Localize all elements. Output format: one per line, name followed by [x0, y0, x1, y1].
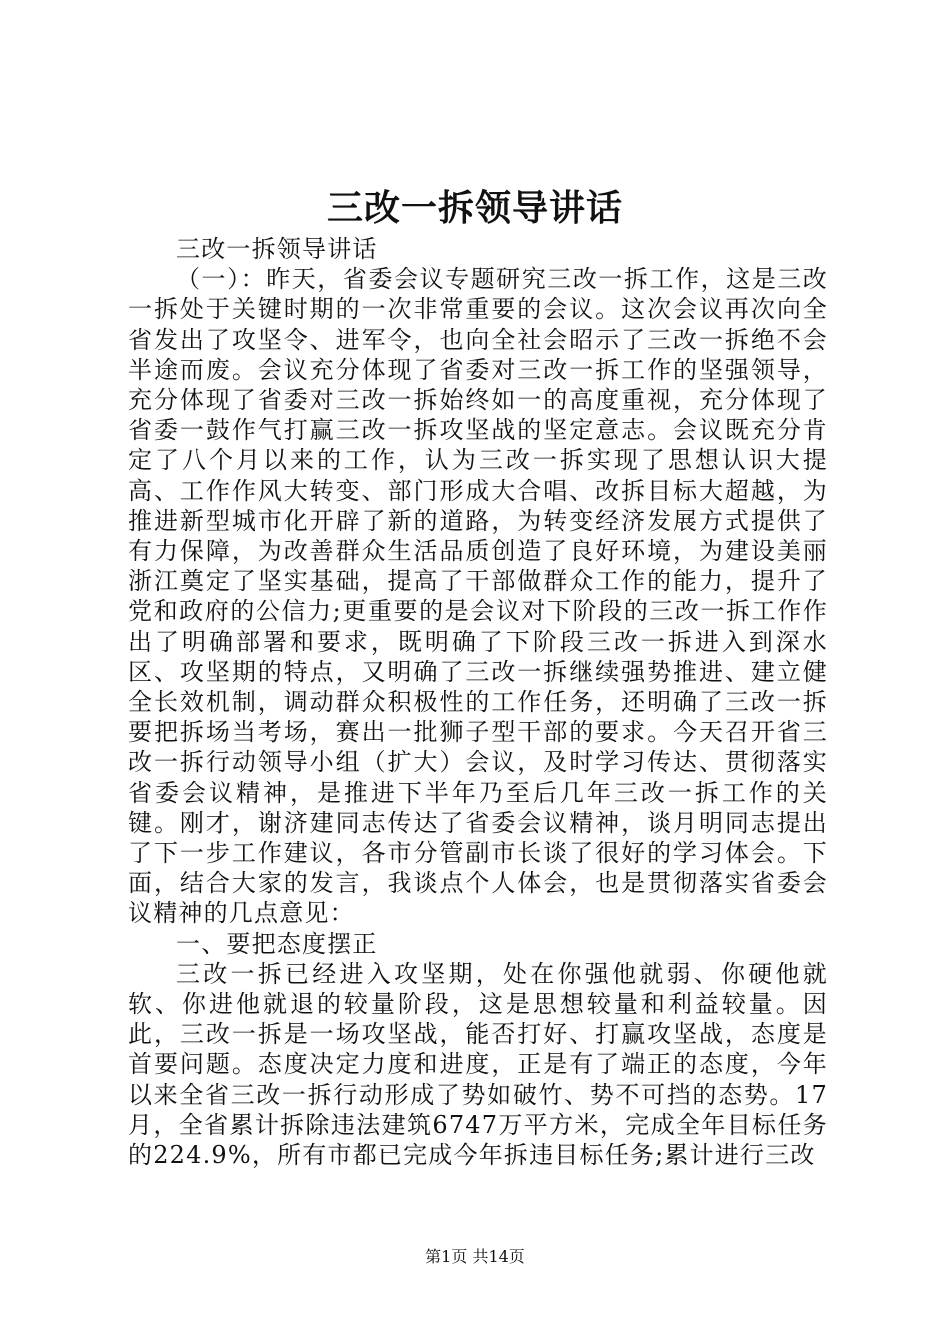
document-title: 三改一拆领导讲话: [326, 187, 623, 229]
section-heading: 一、要把态度摆正: [176, 929, 378, 958]
body-paragraph: （一）：昨天，省委会议专题研究三改一拆工作，这是三改一拆处于关键时期的一次非常重要的会议。这次会议再次向全省发出了攻坚令、进军令，也向全社会昭示了三改一拆绝不会半途而废。会议充分体现了省委对三改一拆工作的坚强领导，充分体现了省委对三改一拆始终如一的高度重视，充分体现了省委一鼓作气打赢三改一拆攻坚战的坚定意志。会议既充分肯定了八个月以来的工作，认为三改一拆实现了思想认识大提高、工作作风大转变、部门形成大合唱、改拆目标大超越，为推进新型城市化开辟了新的道路，为转变经济发展方式提供了有力保障，为改善群众生活品质创造了良好环境，为建设美丽浙江奠定了坚实基础，提高了干部做群众工作的能力，提升了党和政府的公信力;更重要的是会议对下阶段的三改一拆工作作出了明确部署和要求，既明确了下阶段三改一拆进入到深水区、攻坚期的特点，又明确了三改一拆继续强势推进、建立健全长效机制，调动群众积极性的工作任务，还明确了三改一拆要把拆场当考场，赛出一批狮子型干部的要求。今天召开省三改一拆行动领导小组（扩大）会议，及时学习传达、贯彻落实省委会议精神，是推进下半年乃至后几年三改一拆工作的关键。刚才，谢济建同志传达了省委会议精神，谈月明同志提出了下一步工作建议，各市分管副市长谈了很好的学习体会。下面，结合大家的发言，我谈点个人体会，也是贯彻落实省委会议精神的几点意见：: [128, 265, 828, 928]
page-footer: 第1页 共14页: [425, 1247, 525, 1266]
subtitle-paragraph: 三改一拆领导讲话: [176, 235, 378, 263]
document-body: [128, 234, 828, 1170]
body-paragraph: 三改一拆已经进入攻坚期，处在你强他就弱、你硬他就软、你进他就退的较量阶段，这是思想较量和利益较量。因此，三改一拆是一场攻坚战，能否打好、打赢攻坚战，态度是首要问题。态度决定力度和进度，正是有了端正的态度，今年以来全省三改一拆行动形成了势如破竹、势不可挡的态势。17月，全省累计拆除违法建筑6747万平方米，完成全年目标任务的224.9%，所有市都已完成今年拆违目标任务;累计进行三改: [128, 959, 828, 1170]
